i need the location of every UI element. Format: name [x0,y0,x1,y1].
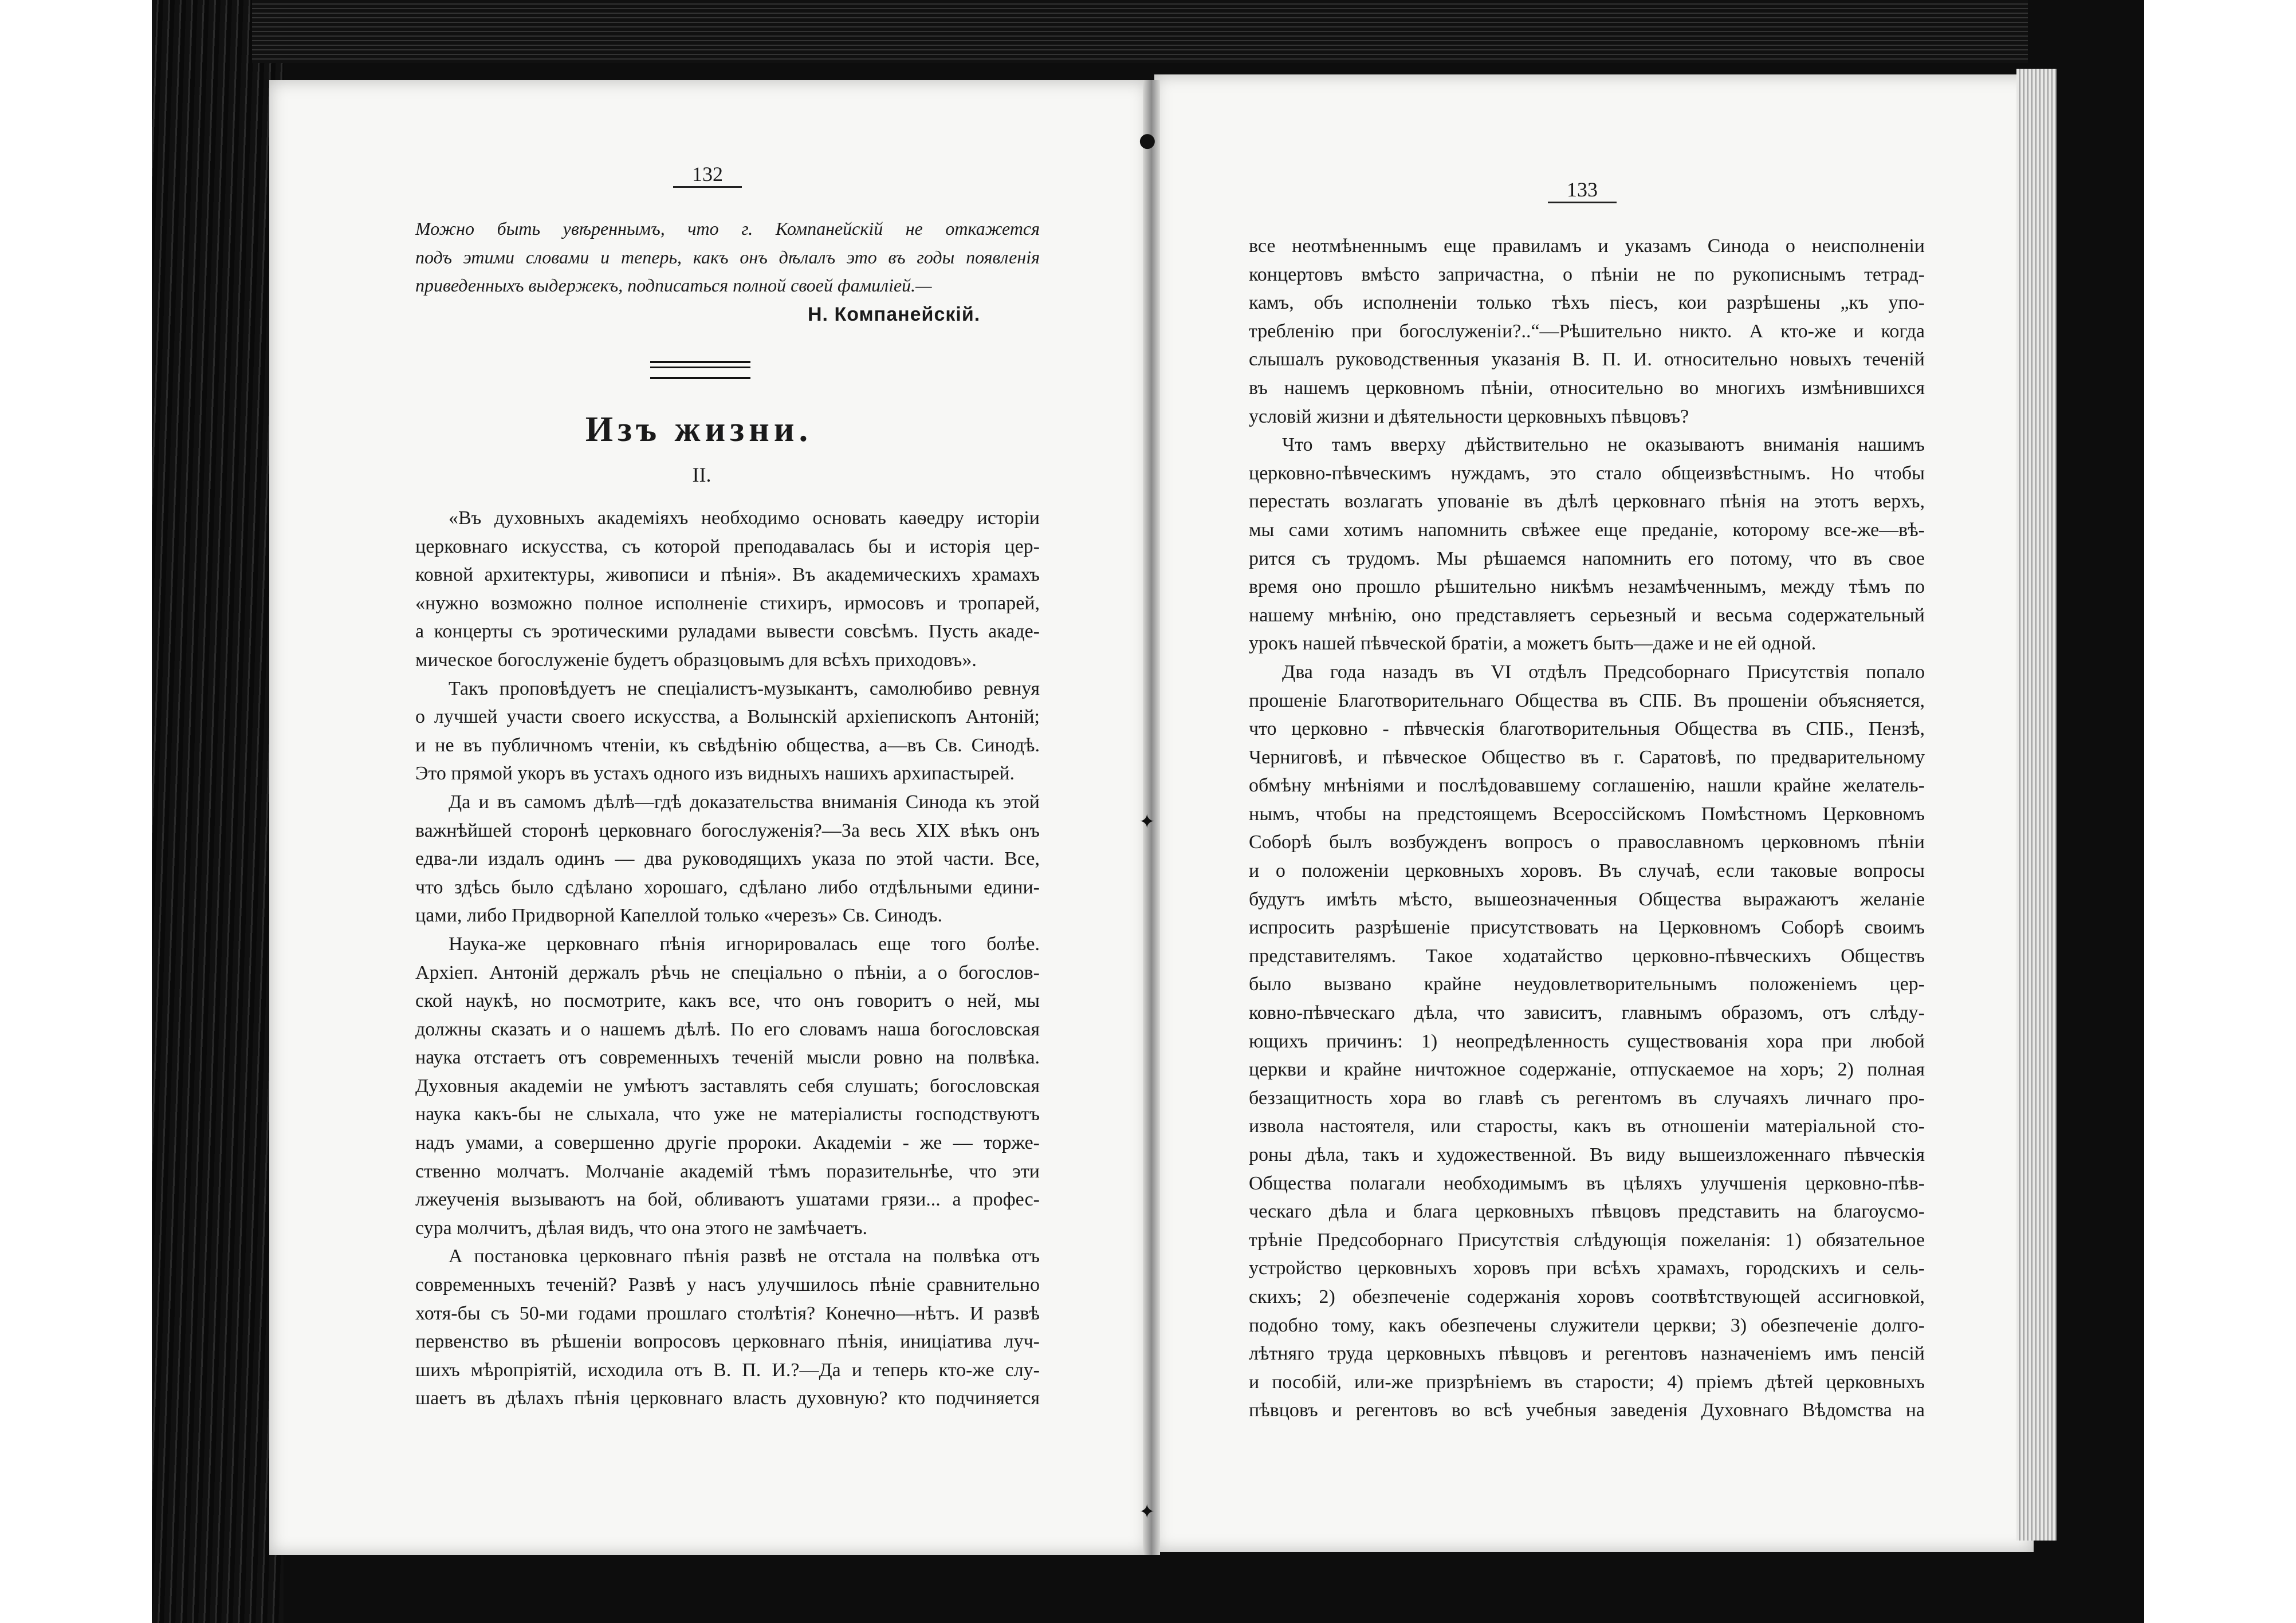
text-line: шаетъ въ дѣлахъ пѣнія церковнаго власть духовную? кто подчиняется [415,1388,1040,1409]
text-line: Духовныя академіи не умѣютъ заставлять себя слушать; богословская [415,1075,1040,1097]
right-body-text [1249,232,1925,1425]
text-line: церковно-пѣвческимъ нуждамъ, это стало общеизвѣстнымъ. Но чтобы [1249,462,1925,484]
text-line: Два года назадъ въ VI отдѣлъ Предсоборнаго Присутствія попало [1282,661,1925,683]
text-line: что здѣсь было сдѣлано хорошаго, сдѣлано либо отдѣльными едини- [415,876,1040,898]
page-stack-edge [2016,69,2057,1541]
text-line: шихъ мѣропріятій, исходила отъ В. П. И.?—Да и теперь кто-же слу- [415,1359,1040,1381]
text-line: наука какъ-бы не слыхала, что уже не матеріалисты господствуютъ [415,1104,1040,1125]
text-line: Черниговѣ, и пѣвческое Общество въ г. Саратовѣ, по предварительному [1249,746,1925,768]
text-line: нашему мнѣнію, оно представляетъ серьезный и весьма содержательный [1249,604,1925,626]
text-line: что церковно - пѣвческія благотворительныя Общества въ СПБ., Пензѣ, [1249,718,1925,740]
text-line: устройство церковныхъ хоровъ при всѣхъ храмахъ, городскихъ и сель- [1249,1258,1925,1279]
text-line: ющихъ причинъ: 1) неопредѣленность существованія хора при любой [1249,1030,1925,1052]
text-line: камъ, объ исполненіи только тѣхъ піесъ, кои разрѣшены „къ упо- [1249,292,1925,314]
text-line: Да и въ самомъ дѣлѣ—гдѣ доказательства вниманія Синода къ этой [449,791,1040,813]
text-line: слышалъ руководственныя указанія В. П. И. относительно новыхъ теченій [1249,349,1925,371]
text-line: все неотмѣненнымъ еще правиламъ и указамъ Синода о неисполненіи [1249,235,1925,257]
text-line: трѣніе Предсоборнаго Присутствія слѣдующія пожеланія: 1) обязательное [1249,1229,1925,1251]
text-line: Архіеп. Антоній держалъ рѣчь не спеціально о пѣніи, а о богослов- [415,962,1040,983]
text-line: обмѣну мнѣніями и послѣдовавшему соглашенію, нашли крайне желатель- [1249,775,1925,797]
text-line: современныхъ теченій? Развѣ у насъ улучшилось пѣніе сравнительно [415,1274,1040,1296]
text-line: Это прямой укоръ въ устахъ одного изъ видныхъ нашихъ архипастырей. [415,763,1015,785]
intro-paragraph [415,215,1040,300]
text-line: а концерты съ эротическими руладами вывести совсѣмъ. Пусть акаде- [415,621,1040,643]
text-line: церкви и крайне ничтожное содержаніе, отпускаемое на хоръ; 2) полная [1249,1059,1925,1081]
gutter-binding-mark: ✦ [1139,1500,1155,1523]
text-line: ской наукѣ, но посмотрите, какъ все, что онъ говоритъ о ней, мы [415,990,1040,1012]
section-divider [650,361,750,379]
text-line: было вызвано крайне неудовлетворительнымъ положеніемъ цер- [1249,974,1925,995]
text-line: условій жизни и дѣятельности церковныхъ пѣвцовъ? [1249,405,1689,427]
text-line: урокъ нашей пѣвческой братіи, а можетъ быть—даже и не ей одной. [1249,633,1817,655]
text-line: скихъ; 2) обезпеченіе содержанія хоровъ соотвѣтствующей ассигновкой, [1249,1286,1925,1307]
text-line: и о положеніи церковныхъ хоровъ. Въ случаѣ, если таковые вопросы [1249,860,1925,882]
gutter-binding-mark: ✦ [1139,810,1155,833]
text-line: Можно быть увѣреннымъ, что г. Компанейскій не откажется [415,218,1040,239]
text-line: лжеученія вызываютъ на бой, обливаютъ ушатами грязи... а профес- [415,1189,1040,1211]
text-line: «нужно возможно полное исполненіе стихиръ, ирмосовъ и тропарей, [415,592,1040,614]
text-line: важнѣйшей сторонѣ церковнаго богослуженія?—За весь XIX вѣкъ онъ [415,820,1040,841]
text-line: ковной архитектуры, живописи и пѣнія». Въ академическихъ храмахъ [415,564,1040,586]
text-line: концертовъ вмѣсто запричастна, о пѣніи не по рукописнымъ тетрад- [1249,263,1925,285]
text-line: въ нашемъ церковномъ пѣніи, относительно во многихъ измѣнившихся [1249,377,1925,399]
text-line: Что тамъ вверху дѣйствительно не оказываютъ вниманія нашимъ [1282,434,1925,456]
text-line: о лучшей участи своего искусства, а Волынскій архіепископъ Антоній; [415,706,1040,728]
text-line: и пособій, или-же призрѣніемъ въ старости; 4) пріемъ дѣтей церковныхъ [1249,1371,1925,1393]
page-number-right: 133 [1548,178,1617,203]
text-line: церковнаго искусства, съ которой преподавалась бы и исторія цер- [415,535,1040,557]
text-line: прошеніе Благотворительнаго Общества въ СПБ. Въ прошеніи объясняется, [1249,690,1925,711]
text-line: роны дѣла, такъ и художественной. Въ виду вышеизложеннаго пѣвческія [1249,1144,1925,1165]
text-line: пѣвцовъ и регентовъ во всѣ учебныя заведенія Духовнаго Вѣдомства на [1249,1400,1925,1421]
text-line: цами, либо Придворной Капеллой только «черезъ» Св. Синодъ. [415,905,943,927]
text-line: извола настоятеля, или старосты, какъ въ отношеніи матеріальной сто- [1249,1116,1925,1137]
text-line: ческаго дѣла и блага церковныхъ пѣвцовъ представить на благоусмо- [1249,1201,1925,1223]
text-line: представителямъ. Такое ходатайство церковно-пѣвческихъ Обществъ [1249,945,1925,967]
gutter-binding-mark: ● [1139,129,1156,152]
text-line: будутъ имѣть мѣсто, вышеозначенныя Общества выражаютъ желаніе [1249,888,1925,910]
text-line: лѣтняго труда церковныхъ пѣвцовъ и регентовъ назначеніемъ имъ пенсій [1249,1343,1925,1365]
text-line: подобно тому, какъ обезпечены служители церкви; 3) обезпеченіе долго- [1249,1314,1925,1336]
page-number-left: 132 [673,162,742,188]
text-line: Такъ проповѣдуетъ не спеціалистъ-музыкантъ, самолюбиво ревнуя [449,677,1040,699]
text-line: приведенныхъ выдержекъ, подписаться полной своей фамиліей.— [415,275,932,296]
section-number: II. [692,463,711,486]
text-line: беззащитность хора во главѣ съ регентомъ въ случаяхъ личнаго про- [1249,1087,1925,1109]
text-line: перестать возлагать упованіе въ дѣлѣ церковнаго пѣнія на этотъ верхъ, [1249,491,1925,513]
left-body-text [415,504,1040,1413]
text-line: сура молчитъ, дѣлая видъ, что она этого не замѣчаетъ. [415,1217,867,1239]
text-line: первенство въ рѣшеніи вопросовъ церковнаго пѣнія, иниціатива луч- [415,1331,1040,1353]
text-line: испросить разрѣшеніе присутствовать на Церковномъ Соборѣ своимъ [1249,917,1925,939]
text-line: должны сказать и о нашемъ дѣлѣ. По его словамъ наша богословская [415,1018,1040,1040]
text-line: время оно прошло рѣшительно никѣмъ незамѣченнымъ, между тѣмъ по [1249,576,1925,598]
text-line: мы сами хотимъ напомнить свѣжее еще преданіе, которому все-же—вѣ- [1249,519,1925,541]
text-line: ственно молчатъ. Молчаніе академій тѣмъ поразительнѣе, что эти [415,1160,1040,1182]
text-line: А постановка церковнаго пѣнія развѣ не отстала на полвѣка отъ [449,1246,1040,1267]
text-line: надъ умами, а совершенно другіе пророки. Академіи - же — торже- [415,1132,1040,1154]
section-title: Изъ жизни. [585,410,813,449]
text-line: и не въ публичномъ чтеніи, къ свѣдѣнію общества, а—въ Св. Синодѣ. [415,734,1040,756]
text-line: ковно-пѣвческаго дѣла, что зависитъ, главнымъ образомъ, отъ слѣду- [1249,1002,1925,1024]
text-line: мическое богослуженіе будетъ образцовымъ для всѣхъ приходовъ». [415,649,977,671]
text-line: нымъ, чтобы на предстоящемъ Всероссійскомъ Помѣстномъ Церковномъ [1249,803,1925,825]
text-line: едва-ли издалъ одинъ — два руководящихъ указа по этой части. Все, [415,848,1040,870]
scan-top-edge [252,0,2028,63]
text-line: хотя-бы съ 50-ми годами прошлаго столѣтія? Конечно—нѣтъ. И развѣ [415,1302,1040,1324]
text-line: Общества полагали необходимымъ въ цѣляхъ улучшенія церковно-пѣв- [1249,1172,1925,1194]
text-line: рится съ трудомъ. Мы рѣшаемся напомнить его потому, что въ свое [1249,547,1925,569]
text-line: требленію при богослуженіи?..“—Рѣшительно никто. А кто-же и когда [1249,320,1925,342]
text-line: наука отстаетъ отъ современныхъ теченій мысли ровно на полвѣка. [415,1047,1040,1069]
text-line: Соборѣ былъ возбужденъ вопросъ о православномъ церковномъ пѣніи [1249,832,1925,853]
signature: Н. Компанейскій. [808,304,981,325]
text-line: подъ этими словами и теперь, какъ онъ дѣлалъ это въ годы появленія [415,246,1040,267]
text-line: Наука-же церковнаго пѣнія игнорировалась еще того болѣе. [449,933,1040,955]
scan-dark-margin [152,0,284,1623]
text-line: «Въ духовныхъ академіяхъ необходимо основать каѳедру исторіи [449,507,1040,529]
